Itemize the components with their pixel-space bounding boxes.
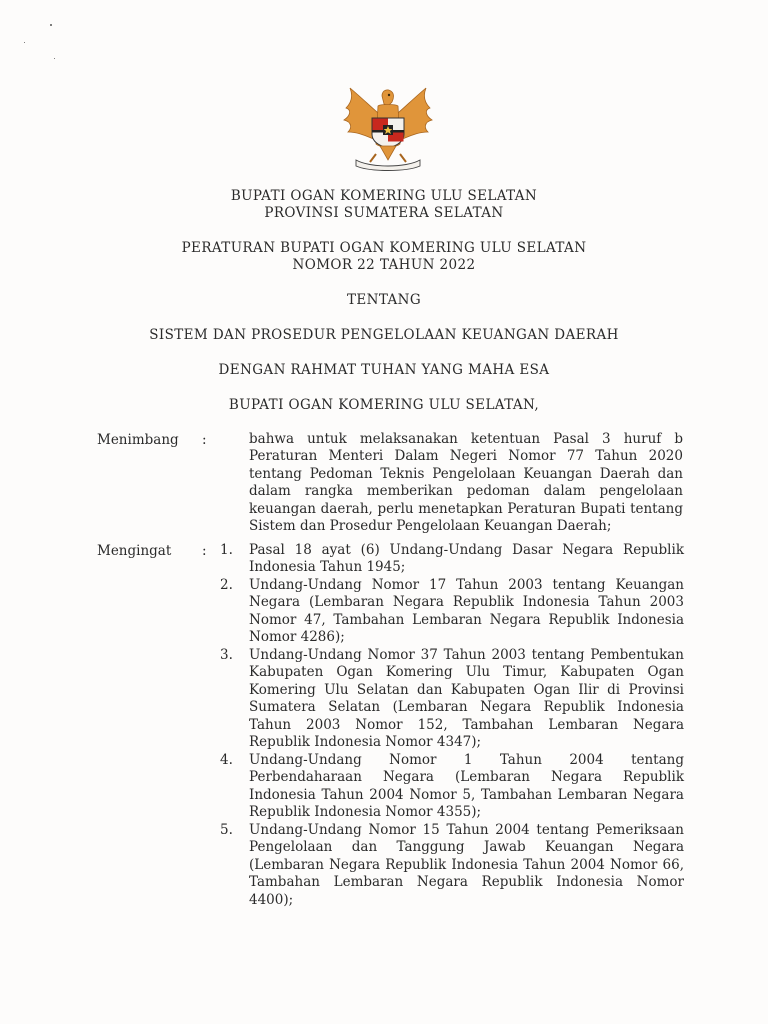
item-text: Undang-Undang Nomor 1 Tahun 2004 tentang Perbendaharaan Negara (Lembaran Negara Republik Indonesia Tahun 2004 Nomor 5, Tambahan Lembaran Negara Republik Indonesia Nomor 4355);	[249, 752, 684, 821]
regulation-title: PERATURAN BUPATI OGAN KOMERING ULU SELATAN	[181, 240, 587, 256]
mengingat-item-5	[220, 822, 684, 909]
item-number: 3.	[220, 647, 233, 663]
item-number: 4.	[220, 752, 233, 768]
mengingat-item-2	[220, 577, 684, 647]
item-number: 2.	[220, 577, 233, 593]
mengingat-item-3	[220, 647, 684, 751]
item-number: 1.	[220, 542, 233, 558]
scan-speck	[24, 42, 25, 43]
regent-title: BUPATI OGAN KOMERING ULU SELATAN	[230, 188, 538, 204]
regulation-subject: SISTEM DAN PROSEDUR PENGELOLAAN KEUANGAN DAERAH	[149, 327, 619, 343]
mengingat-item-1	[220, 542, 684, 577]
menimbang-text	[249, 431, 683, 535]
menimbang-paragraph: bahwa untuk melaksanakan ketentuan Pasal 3 huruf b Peraturan Menteri Dalam Negeri Nomor 77 Tahun 2020 tentang Pedoman Teknis Pengelolaan Keuangan Daerah dan dalam rangka memberikan pedoman dalam pengelolaan keuangan daerah, perlu menetapkan Peraturan Bupati tentang Sistem dan Prosedur Pengelolaan Keuangan Daerah;	[249, 431, 683, 535]
scan-speck	[54, 58, 55, 59]
province-title: PROVINSI SUMATERA SELATAN	[264, 205, 504, 221]
item-text: Pasal 18 ayat (6) Undang-Undang Dasar Negara Republik Indonesia Tahun 1945;	[249, 542, 684, 576]
regent-heading: BUPATI OGAN KOMERING ULU SELATAN,	[228, 397, 540, 413]
item-text: Undang-Undang Nomor 17 Tahun 2003 tentang Keuangan Negara (Lembaran Negara Republik Indonesia Tahun 2003 Nomor 47, Tambahan Lembaran Negara Republik Indonesia Nomor 4286);	[249, 577, 684, 646]
item-text: Undang-Undang Nomor 15 Tahun 2004 tentang Pemeriksaan Pengelolaan dan Tanggung Jawab Keuangan Negara (Lembaran Negara Republik Indonesia Tahun 2004 Nomor 66, Tambahan Lembaran Negara Republik Indonesia Nomor 4400);	[249, 822, 684, 908]
garuda-emblem-icon	[336, 84, 440, 172]
menimbang-label: Menimbang	[97, 432, 179, 448]
regulation-number: NOMOR 22 TAHUN 2022	[292, 257, 476, 273]
mengingat-item-4	[220, 752, 684, 822]
about-heading: TENTANG	[346, 292, 422, 308]
item-text: Undang-Undang Nomor 37 Tahun 2003 tentang Pembentukan Kabupaten Ogan Komering Ulu Timur, Kabupaten Ogan Komering Ulu Selatan dan Kabupaten Ogan Ilir di Provinsi Sumatera Selatan (Lembaran Negara Republik Indonesia Tahun 2003 Nomor 152, Tambahan Lembaran Negara Republik Indonesia Nomor 4347);	[249, 647, 684, 751]
mengingat-colon: :	[202, 543, 207, 559]
mengingat-label: Mengingat	[97, 543, 172, 559]
scan-speck	[50, 24, 52, 26]
item-number: 5.	[220, 822, 233, 838]
menimbang-colon: :	[202, 432, 207, 448]
blessing-line: DENGAN RAHMAT TUHAN YANG MAHA ESA	[218, 362, 550, 378]
